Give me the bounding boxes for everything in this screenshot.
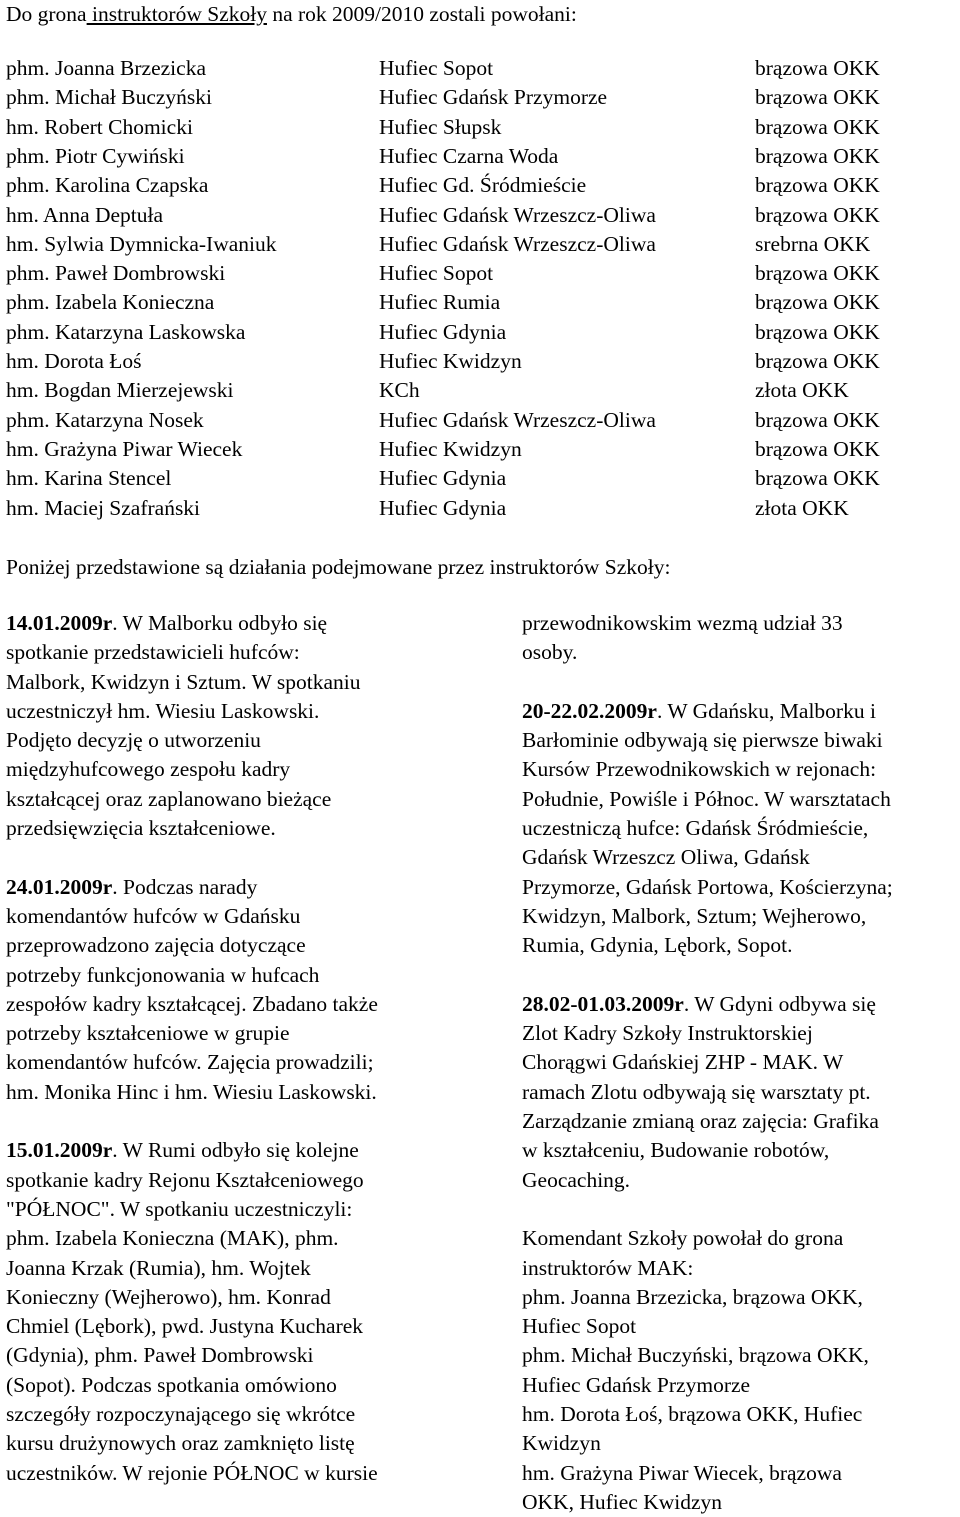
paragraph-line: Chorągwi Gdańskiej ZHP - MAK. W xyxy=(522,1050,844,1075)
instructor-row xyxy=(0,201,960,230)
paragraph-line: Przymorze, Gdańsk Portowa, Kościerzyna; xyxy=(522,874,893,899)
instructor-level: brązowa OKK xyxy=(755,173,880,198)
instructor-unit: Hufiec Gdańsk Wrzeszcz-Oliwa xyxy=(379,202,656,227)
instructor-name: phm. Piotr Cywiński xyxy=(6,143,185,168)
activity-date: 20-22.02.2009r xyxy=(522,698,657,723)
paragraph-line: Południe, Powiśle i Północ. W warsztatach xyxy=(522,786,891,811)
activities-intro: Poniżej przedstawione są działania podejmowane przez instruktorów Szkoły: xyxy=(6,555,671,579)
paragraph-line: Gdańsk Wrzeszcz Oliwa, Gdańsk xyxy=(522,845,810,870)
instructor-row xyxy=(0,142,960,171)
instructor-level: brązowa OKK xyxy=(755,407,880,432)
instructor-level: brązowa OKK xyxy=(755,436,880,461)
paragraph-line: phm. Michał Buczyński, brązowa OKK, xyxy=(522,1343,869,1368)
paragraph-line: Hufiec Gdańsk Przymorze xyxy=(522,1372,751,1397)
paragraph-line: komendantów hufców. Zajęcia prowadzili; xyxy=(6,1050,374,1075)
instructor-unit: Hufiec Sopot xyxy=(379,261,494,286)
instructor-unit: Hufiec Gdynia xyxy=(379,319,507,344)
instructor-unit: Hufiec Czarna Woda xyxy=(379,143,559,168)
paragraph-line: międzyhufcowego zespołu kadry xyxy=(6,757,291,782)
instructor-name: hm. Grażyna Piwar Wiecek xyxy=(6,436,243,461)
paragraph-line: Chmiel (Lębork), pwd. Justyna Kucharek xyxy=(6,1314,364,1339)
instructor-name: phm. Katarzyna Nosek xyxy=(6,407,204,432)
instructor-row xyxy=(0,406,960,435)
instructor-name: phm. Izabela Konieczna xyxy=(6,290,215,315)
paragraph-line-text: . Podczas narady xyxy=(112,874,258,899)
paragraph-gap xyxy=(522,961,960,990)
instructor-unit: Hufiec Gdynia xyxy=(379,495,507,520)
instructor-unit: Hufiec Gd. Śródmieście xyxy=(379,173,587,198)
paragraph-line: Malbork, Kwidzyn i Sztum. W spotkaniu xyxy=(6,669,361,694)
activity-paragraph xyxy=(6,1136,486,1488)
instructor-level: brązowa OKK xyxy=(755,319,880,344)
paragraph-line: OKK, Hufiec Kwidzyn xyxy=(522,1489,723,1514)
paragraph-gap xyxy=(6,843,486,872)
paragraph-line: Barłominie odbywają się pierwsze biwaki xyxy=(522,728,883,753)
instructor-row xyxy=(0,230,960,259)
paragraph-line xyxy=(6,1136,486,1165)
paragraph-line: uczestniczą hufce: Gdańsk Śródmieście, xyxy=(522,816,869,841)
paragraph-line: uczestniczył hm. Wiesiu Laskowski. xyxy=(6,698,320,723)
paragraph-line: "PÓŁNOC". W spotkaniu uczestniczyli: xyxy=(6,1196,353,1221)
instructor-row xyxy=(0,435,960,464)
activity-date: 14.01.2009r xyxy=(6,611,113,635)
paragraph-line xyxy=(6,873,486,902)
instructor-unit: KCh xyxy=(379,378,420,403)
instructor-level: brązowa OKK xyxy=(755,290,880,315)
paragraph-line: phm. Izabela Konieczna (MAK), phm. xyxy=(6,1226,339,1251)
paragraph-line: Zlot Kadry Szkoły Instruktorskiej xyxy=(522,1021,813,1046)
paragraph-line: kursu drużynowych oraz zamknięto listę xyxy=(6,1431,355,1456)
instructor-level: brązowa OKK xyxy=(755,466,880,491)
instructor-name: phm. Paweł Dombrowski xyxy=(6,261,226,286)
paragraph-line: Konieczny (Wejherowo), hm. Konrad xyxy=(6,1284,331,1309)
paragraph-line: hm. Grażyna Piwar Wiecek, brązowa xyxy=(522,1460,842,1485)
intro-text-underlined: instruktorów Szkoły xyxy=(86,2,267,26)
instructor-level: brązowa OKK xyxy=(755,114,880,139)
instructor-level: brązowa OKK xyxy=(755,202,880,227)
instructor-unit: Hufiec Gdańsk Przymorze xyxy=(379,85,608,110)
paragraph-line xyxy=(522,990,960,1019)
paragraph-line: zespołów kadry kształcącej. Zbadano także xyxy=(6,991,378,1016)
instructor-row xyxy=(0,347,960,376)
instructor-name: hm. Anna Deptuła xyxy=(6,202,164,227)
activity-paragraph xyxy=(522,990,960,1195)
instructor-unit: Hufiec Sopot xyxy=(379,56,494,80)
instructor-level: brązowa OKK xyxy=(755,261,880,286)
instructor-unit: Hufiec Gdańsk Wrzeszcz-Oliwa xyxy=(379,407,656,432)
paragraph-line: uczestników. W rejonie PÓŁNOC w kursie xyxy=(6,1460,378,1485)
activity-paragraph xyxy=(522,697,960,961)
paragraph-line: Kwidzyn, Malbork, Sztum; Wejherowo, xyxy=(522,903,867,928)
paragraph-line: Hufiec Sopot xyxy=(522,1314,637,1339)
instructor-row xyxy=(0,376,960,405)
intro-text-start: Do grona xyxy=(6,2,87,26)
activity-date: 24.01.2009r xyxy=(6,874,113,899)
instructor-row xyxy=(0,113,960,142)
paragraph-line: Kursów Przewodnikowskich w rejonach: xyxy=(522,757,877,782)
instructor-level: brązowa OKK xyxy=(755,143,880,168)
instructor-unit: Hufiec Gdynia xyxy=(379,466,507,491)
instructor-row xyxy=(0,54,960,83)
paragraph-line: w kształceniu, Budowanie robotów, xyxy=(522,1138,830,1163)
instructor-name: hm. Sylwia Dymnicka-Iwaniuk xyxy=(6,231,277,256)
intro-heading xyxy=(6,0,577,29)
instructor-name: phm. Katarzyna Laskowska xyxy=(6,319,246,344)
instructor-row xyxy=(0,288,960,317)
paragraph-line: przeprowadzono zajęcia dotyczące xyxy=(6,933,306,958)
instructor-name: hm. Dorota Łoś xyxy=(6,349,142,373)
paragraph-line: Rumia, Gdynia, Lębork, Sopot. xyxy=(522,933,793,958)
paragraph-line xyxy=(522,697,960,726)
paragraph-line: Zarządzanie zmianą oraz zajęcia: Grafika xyxy=(522,1109,879,1134)
paragraph-line: osoby. xyxy=(522,640,578,665)
instructor-unit: Hufiec Kwidzyn xyxy=(379,436,522,461)
paragraph-gap xyxy=(6,1107,486,1136)
paragraph-line: ramach Zlotu odbywają się warsztaty pt. xyxy=(522,1079,871,1104)
activity-paragraph xyxy=(6,873,486,1107)
instructor-row xyxy=(0,171,960,200)
paragraph-line: Geocaching. xyxy=(522,1167,631,1192)
instructor-level: brązowa OKK xyxy=(755,56,880,80)
instructor-unit: Hufiec Gdańsk Wrzeszcz-Oliwa xyxy=(379,231,656,256)
instructor-level: brązowa OKK xyxy=(755,349,880,373)
instructor-name: phm. Michał Buczyński xyxy=(6,85,213,110)
paragraph-line-text: . W Rumi odbyło się kolejne xyxy=(112,1138,359,1163)
instructor-level: brązowa OKK xyxy=(755,85,880,110)
paragraph-gap xyxy=(522,668,960,697)
paragraph-line-text: . W Gdańsku, Malborku i xyxy=(656,698,876,723)
paragraph-line: kształcącej oraz zaplanowano bieżące xyxy=(6,786,332,811)
paragraph-line: phm. Joanna Brzezicka, brązowa OKK, xyxy=(522,1284,863,1309)
activity-date: 15.01.2009r xyxy=(6,1138,113,1163)
instructor-name: phm. Joanna Brzezicka xyxy=(6,56,206,80)
instructor-name: hm. Robert Chomicki xyxy=(6,114,193,139)
paragraph-line: Komendant Szkoły powołał do grona xyxy=(522,1226,844,1251)
paragraph-line: (Sopot). Podczas spotkania omówiono xyxy=(6,1372,337,1397)
instructor-name: hm. Maciej Szafrański xyxy=(6,495,201,520)
paragraph-line: komendantów hufców w Gdańsku xyxy=(6,903,301,928)
paragraph-line: Kwidzyn xyxy=(522,1431,601,1456)
paragraph-line-text: . W Malborku odbyło się xyxy=(112,611,328,635)
mak-appointment-paragraph xyxy=(522,1224,960,1517)
paragraph-line: instruktorów MAK: xyxy=(522,1255,694,1280)
instructor-level: złota OKK xyxy=(755,495,849,520)
instructor-name: hm. Bogdan Mierzejewski xyxy=(6,378,234,403)
left-column xyxy=(6,609,486,1488)
instructor-name: phm. Karolina Czapska xyxy=(6,173,209,198)
paragraph-line: przewodnikowskim wezmą udział 33 xyxy=(522,611,843,635)
instructor-unit: Hufiec Kwidzyn xyxy=(379,349,522,373)
instructor-row xyxy=(0,464,960,493)
paragraph-line: hm. Monika Hinc i hm. Wiesiu Laskowski. xyxy=(6,1079,377,1104)
instructor-level: złota OKK xyxy=(755,378,849,403)
paragraph-line: spotkanie przedstawicieli hufców: xyxy=(6,640,300,665)
instructor-row xyxy=(0,494,960,523)
paragraph-line xyxy=(6,609,486,638)
activity-paragraph xyxy=(6,609,486,843)
paragraph-line: spotkanie kadry Rejonu Kształceniowego xyxy=(6,1167,364,1192)
activity-date: 28.02-01.03.2009r xyxy=(522,991,684,1016)
instructor-row xyxy=(0,318,960,347)
paragraph-line: Podjęto decyzję o utworzeniu xyxy=(6,728,261,753)
instructor-unit: Hufiec Rumia xyxy=(379,290,501,315)
right-column xyxy=(522,609,960,1517)
instructor-level: srebrna OKK xyxy=(755,231,871,256)
instructor-row xyxy=(0,259,960,288)
activity-paragraph xyxy=(522,609,960,668)
paragraph-line: szczegóły rozpoczynającego się wkrótce xyxy=(6,1402,356,1427)
paragraph-line: (Gdynia), phm. Paweł Dombrowski xyxy=(6,1343,314,1368)
paragraph-line: potrzeby funkcjonowania w hufcach xyxy=(6,962,320,987)
instructor-row xyxy=(0,83,960,112)
instructor-name: hm. Karina Stencel xyxy=(6,466,172,491)
paragraph-line: potrzeby kształceniowe w grupie xyxy=(6,1021,290,1046)
instructor-unit: Hufiec Słupsk xyxy=(379,114,502,139)
paragraph-gap xyxy=(522,1195,960,1224)
paragraph-line: hm. Dorota Łoś, brązowa OKK, Hufiec xyxy=(522,1402,863,1427)
paragraph-line: przedsięwzięcia kształceniowe. xyxy=(6,816,276,841)
paragraph-line: Joanna Krzak (Rumia), hm. Wojtek xyxy=(6,1255,311,1280)
intro-text-end: na rok 2009/2010 zostali powołani: xyxy=(266,2,577,26)
paragraph-line-text: . W Gdyni odbywa się xyxy=(683,991,876,1016)
